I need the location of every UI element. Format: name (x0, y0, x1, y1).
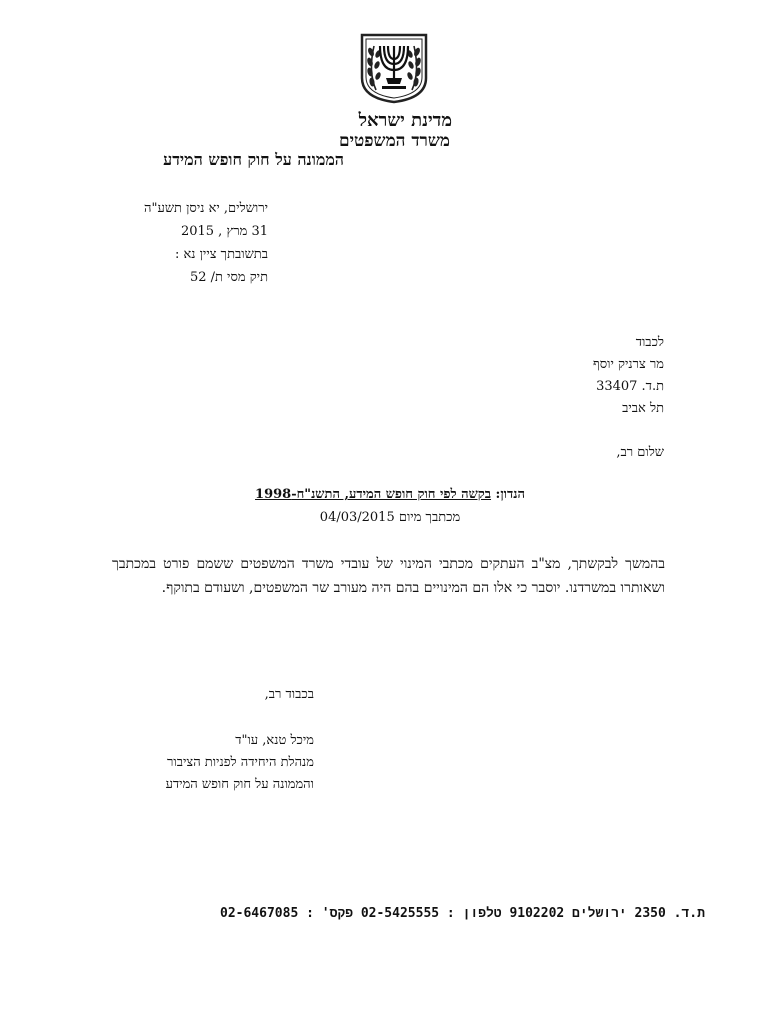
subject-label: הנדון: (495, 487, 525, 502)
greeting: שלום רב, (616, 445, 664, 460)
letterhead-ministry: משרד המשפטים (338, 131, 450, 151)
closing-regards: בכבוד רב, (264, 687, 314, 702)
signer-title-line1: מנהלת היחידה לפניות הציבור (167, 755, 314, 770)
state-emblem-menorah-icon (358, 32, 430, 104)
subject-line (150, 486, 630, 502)
meta-file-number: תיק מסי ת/ 52 (189, 270, 268, 285)
letter-body: בהמשך לבקשתך, מצ"ב העתקים מכתבי המינוי של עובדי משרד המשפטים ששמם פורט במכתבך ושאותרו במשרדנו. יוסבר כי אלו הם המינויים בהם היה מעורב שר המשפטים, ושעודם בתוקף. (112, 556, 665, 596)
letterhead-country: מדינת ישראל (358, 110, 452, 131)
meta-reply-note: בתשובתך ציין נא : (174, 247, 268, 262)
recipient-po-box: ת.ד. 33407 (596, 379, 664, 394)
recipient-city: תל אביב (622, 401, 664, 416)
recipient-salutation: לכבוד (635, 335, 664, 350)
footer-contact: ת.ד. 2350 ירושלים 9102202 טלפון : 02-5425555 פקס' : 02-6467085 (220, 906, 705, 921)
meta-place-date: ירושלים, יא ניסן תשע"ה (144, 201, 268, 216)
subject-reference: מכתבך מיום 04/03/2015 (319, 510, 461, 525)
signer-name: מיכל טנא, עו"ד (235, 733, 314, 748)
subject-text: בקשה לפי חוק חופש המידע, התשנ"ח-1998 (255, 487, 492, 502)
meta-gregorian-date: 31 מרץ , 2015 (180, 224, 268, 239)
signer-title-line2: והממונה על חוק חופש המידע (165, 777, 314, 792)
letterhead-office: הממונה על חוק חופש המידע (163, 150, 344, 169)
recipient-name: מר צרניק יוסף (592, 357, 664, 372)
